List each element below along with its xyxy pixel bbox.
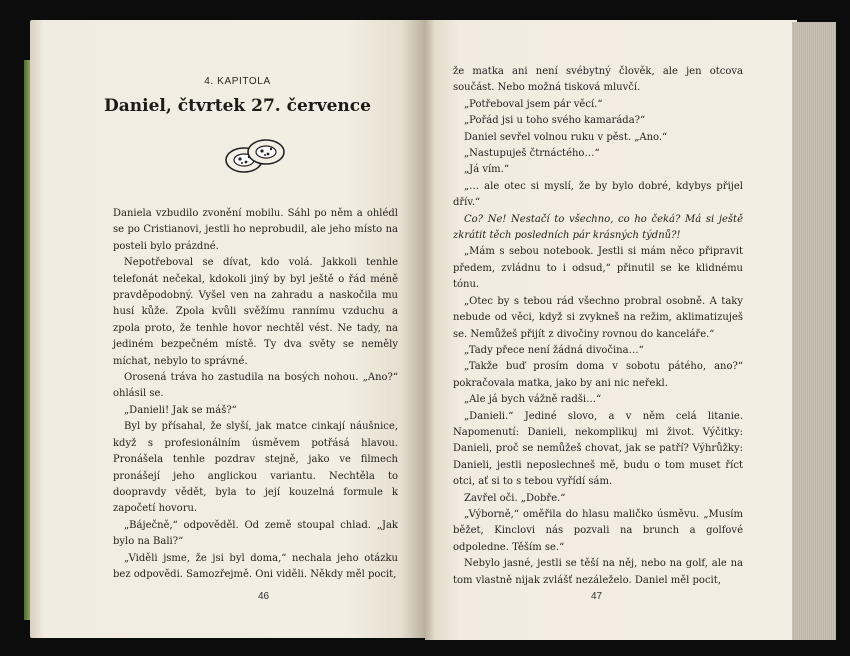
paragraph: „Takže buď prosím doma v sobotu pátého, ano?“ pokračovala matka, jako by ani nic neřekl. bbox=[453, 361, 743, 389]
paragraph: Daniel sevřel volnou ruku v pěst. „Ano.“ bbox=[464, 131, 668, 143]
paragraph: „Viděli jsme, že jsi byl doma,“ nechala jeho otázku bez odpovědi. Samozřejmě. Oni viděli. Někdy měl pocit, bbox=[113, 552, 398, 580]
paragraph: „Otec by s tebou rád všechno probral osobně. A taky nebude od věci, když si zvykneš na režim, aklimatizuješ se. Nemůžeš přijít z divočiny rovnou do kanceláře.“ bbox=[453, 295, 743, 340]
paragraph: „Danieli! Jak se máš?“ bbox=[124, 404, 237, 416]
paragraph: „Báječně,“ odpověděl. Od země stoupal chlad. „Jak bylo na Bali?“ bbox=[113, 519, 398, 548]
paragraph: „Já vím.“ bbox=[464, 164, 509, 176]
page-number-left: 46 bbox=[258, 591, 270, 602]
paragraph: Daniela vzbudilo zvonění mobilu. Sáhl po něm a ohlédl se po Cristianovi, jestli ho neprobudil, ale jeho místo na posteli bylo prázdné. bbox=[113, 208, 398, 252]
paragraph: „Nastupuješ čtrnáctého…“ bbox=[464, 148, 600, 160]
paragraph: Byl by přísahal, že slyší, jak matce cinkají náušnice, když s profesionálním úsměvem potřásá hlavou. Pronášela tenhle pozdrav stejně, jako ve filmech pronášejí jeho anglickou variantu. Nechtěla to doopravdy vědět, byla to její kouzelná formule k započetí hovoru. bbox=[113, 421, 398, 515]
cookies-icon bbox=[222, 136, 288, 176]
chapter-title: Daniel, čtvrtek 27. července bbox=[104, 96, 371, 116]
page-number-right: 47 bbox=[591, 591, 603, 602]
left-page-text bbox=[113, 206, 398, 583]
page-edges bbox=[792, 22, 836, 640]
paragraph: „Ale já bych vážně radši…“ bbox=[464, 394, 602, 406]
paragraph: Nebylo jasné, jestli se těší na něj, nebo na golf, ale na tom vlastně nijak zvlášť nezáleželo. Daniel měl pocit, bbox=[453, 558, 743, 586]
paragraph: „Pořád jsi u toho svého kamaráda?“ bbox=[464, 115, 646, 127]
paragraph: „Danieli.“ Jediné slovo, a v něm celá litanie. Napomenutí: Danieli, nekomplikuj mi život. Výčitky: Danieli, proč se nemůžeš chovat, jak se patří? Výhrůžky: Danieli, jestli neposlechneš mě, budu o tom muset říct otci, ať si to s tebou vyřídí sám. bbox=[453, 410, 743, 488]
paragraph: „… ale otec si myslí, že by bylo dobré, kdybys přijel dřív.“ bbox=[453, 180, 743, 209]
right-page-text bbox=[453, 64, 743, 589]
paragraph: „Výborně,“ oměřila do hlasu maličko úsměvu. „Musím běžet, Kinclovi nás pozvali na brunch a golfové odpoledne. Těším se.“ bbox=[453, 508, 743, 553]
paragraph: Orosená tráva ho zastudila na bosých nohou. „Ano?“ ohlásil se. bbox=[113, 372, 398, 400]
paragraph: „Tady přece není žádná divočina…“ bbox=[464, 344, 644, 356]
paragraph: Co? Ne! Nestačí to všechno, co ho čeká? Má si ještě zkrátit těch posledních pár krásných týdnů?! bbox=[453, 213, 743, 242]
paragraph: „Mám s sebou notebook. Jestli si mám něco připravit předem, zvládnu to i odsud,“ přinutil se ke klidnému tónu. bbox=[453, 246, 743, 291]
chapter-label: 4. KAPITOLA bbox=[204, 76, 271, 87]
paragraph: Zavřel oči. „Dobře.“ bbox=[464, 492, 566, 504]
paragraph: že matka ani není svébytný člověk, ale jen otcova součást. Nebo možná tisková mluvčí. bbox=[453, 66, 743, 94]
paragraph: „Potřeboval jsem pár věcí.“ bbox=[464, 98, 603, 110]
paragraph: Nepotřeboval se dívat, kdo volá. Jakkoli tenhle telefonát nečekal, kdokoli jiný by byl ještě o řád méně pravděpodobný. Vyšel ven na zahradu a naskočila mu husí kůže. Zpola kvůli svěžímu rannímu vzduchu a zpola proto, že tenhle hovor nechtěl vést. Ne tady, na jediném bezpečném místě. Ty dva světy se neměly míchat, nebylo to správné. bbox=[113, 257, 398, 367]
